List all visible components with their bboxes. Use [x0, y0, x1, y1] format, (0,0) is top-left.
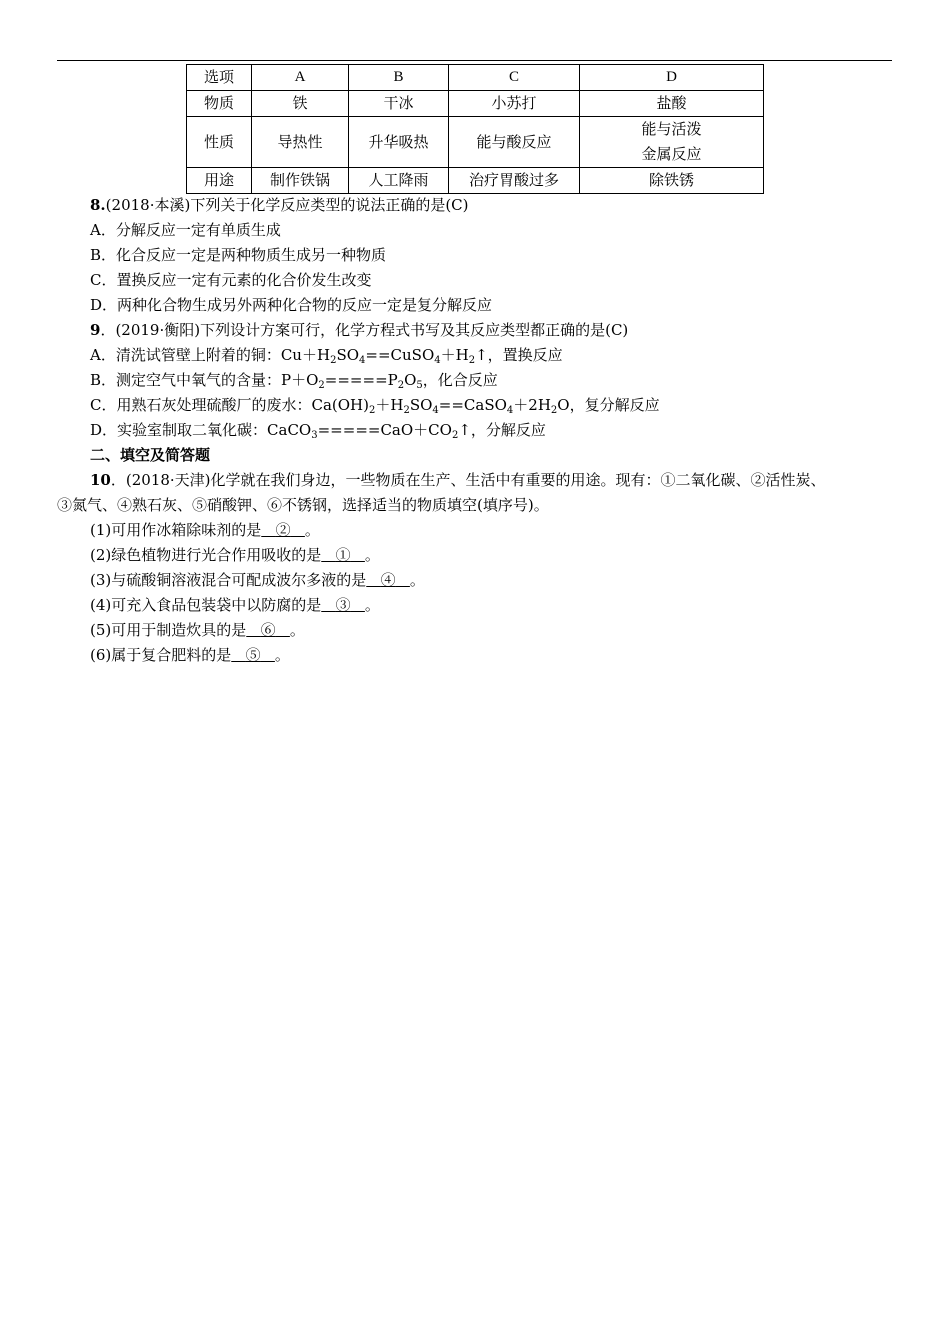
table-cell: 升华吸热 [349, 117, 449, 168]
option-c: C．用熟石灰处理硫酸厂的废水：$Ca(OH)_2+H_2SO_4==CaSO_4+2H_2O$，复分解反应 [90, 396, 660, 416]
answer-blank: ⑤ [245, 646, 261, 664]
table-cell: 制作铁锅 [252, 168, 349, 194]
question-10-stem-continued: ③氮气、④熟石灰、⑤硝酸钾、⑥不锈钢，选择适当的物质填空(填序号)。 [57, 496, 549, 514]
question-number: 10 [90, 471, 111, 489]
answer-blank: ② [275, 521, 291, 539]
table-cell: 盐酸 [580, 91, 764, 117]
table-cell: 治疗胃酸过多 [449, 168, 580, 194]
table-cell: 干冰 [349, 91, 449, 117]
fill-item: (4)可充入食品包装袋中以防腐的是 ③ 。 [90, 596, 380, 614]
table-cell: A [252, 65, 349, 91]
answer-blank: ⑥ [260, 621, 276, 639]
answer-blank: ④ [380, 571, 396, 589]
question-content [57, 193, 907, 668]
option-d: D．实验室制取二氧化碳：$CaCO_3=====CaO+CO_2↑$，分解反应 [90, 421, 546, 441]
table-cell: D [580, 65, 764, 91]
fill-item: (5)可用于制造炊具的是 ⑥ 。 [90, 621, 305, 639]
option-a: A．清洗试管壁上附着的铜：$Cu+H_2SO_4==CuSO_4+H_2↑$，置换反应 [90, 346, 563, 366]
option-b: B．化合反应一定是两种物质生成另一种物质 [90, 246, 387, 264]
fill-item: (3)与硫酸铜溶液混合可配成波尔多液的是 ④ 。 [90, 571, 425, 589]
table-cell: 除铁锈 [580, 168, 764, 194]
header-rule [57, 60, 892, 61]
option-d: D．两种化合物生成另外两种化合物的反应一定是复分解反应 [90, 296, 493, 314]
section-heading: 二、填空及简答题 [90, 446, 211, 464]
answer-blank: ③ [335, 596, 351, 614]
table-cell-line: 能与活泼 [641, 120, 702, 138]
fill-item: (2)绿色植物进行光合作用吸收的是 ① 。 [90, 546, 380, 564]
table-cell: 性质 [187, 117, 252, 168]
table-cell: 选项 [187, 65, 252, 91]
table-cell: 物质 [187, 91, 252, 117]
question-8-stem [57, 193, 907, 218]
question-10-stem [57, 468, 907, 493]
option-a: A．分解反应一定有单质生成 [90, 221, 281, 239]
question-number: 8. [90, 196, 106, 214]
option-c: C．置换反应一定有元素的化合价发生改变 [90, 271, 372, 289]
table-header-row [187, 65, 764, 91]
table-cell: B [349, 65, 449, 91]
table-row [187, 168, 764, 194]
answer-blank: ① [335, 546, 351, 564]
table-cell: 人工降雨 [349, 168, 449, 194]
question-text: ．(2018·天津)化学就在我们身边，一些物质在生产、生活中有重要的用途。现有：①二氧化碳、②活性炭、 [110, 471, 826, 489]
table-cell: 铁 [252, 91, 349, 117]
option-b: B．测定空气中氧气的含量：$P+O_2=====P_2O_5$，化合反应 [90, 371, 498, 391]
table-cell: C [449, 65, 580, 91]
table-cell: 导热性 [252, 117, 349, 168]
question-9-stem [57, 318, 907, 343]
table-cell [580, 117, 764, 168]
table-cell: 小苏打 [449, 91, 580, 117]
table-cell-line: 金属反应 [641, 145, 702, 163]
table-cell: 能与酸反应 [449, 117, 580, 168]
question-number: 9 [90, 321, 101, 339]
question-text: ．(2019·衡阳)下列设计方案可行，化学方程式书写及其反应类型都正确的是(C) [100, 321, 629, 339]
fill-item: (1)可用作冰箱除味剂的是 ② 。 [90, 521, 320, 539]
fill-item: (6)属于复合肥料的是 ⑤ 。 [90, 646, 290, 664]
table-row [187, 91, 764, 117]
question-text: (2018·本溪)下列关于化学反应类型的说法正确的是(C) [105, 196, 469, 214]
table-cell: 用途 [187, 168, 252, 194]
table-row [187, 117, 764, 168]
properties-table [186, 64, 764, 194]
